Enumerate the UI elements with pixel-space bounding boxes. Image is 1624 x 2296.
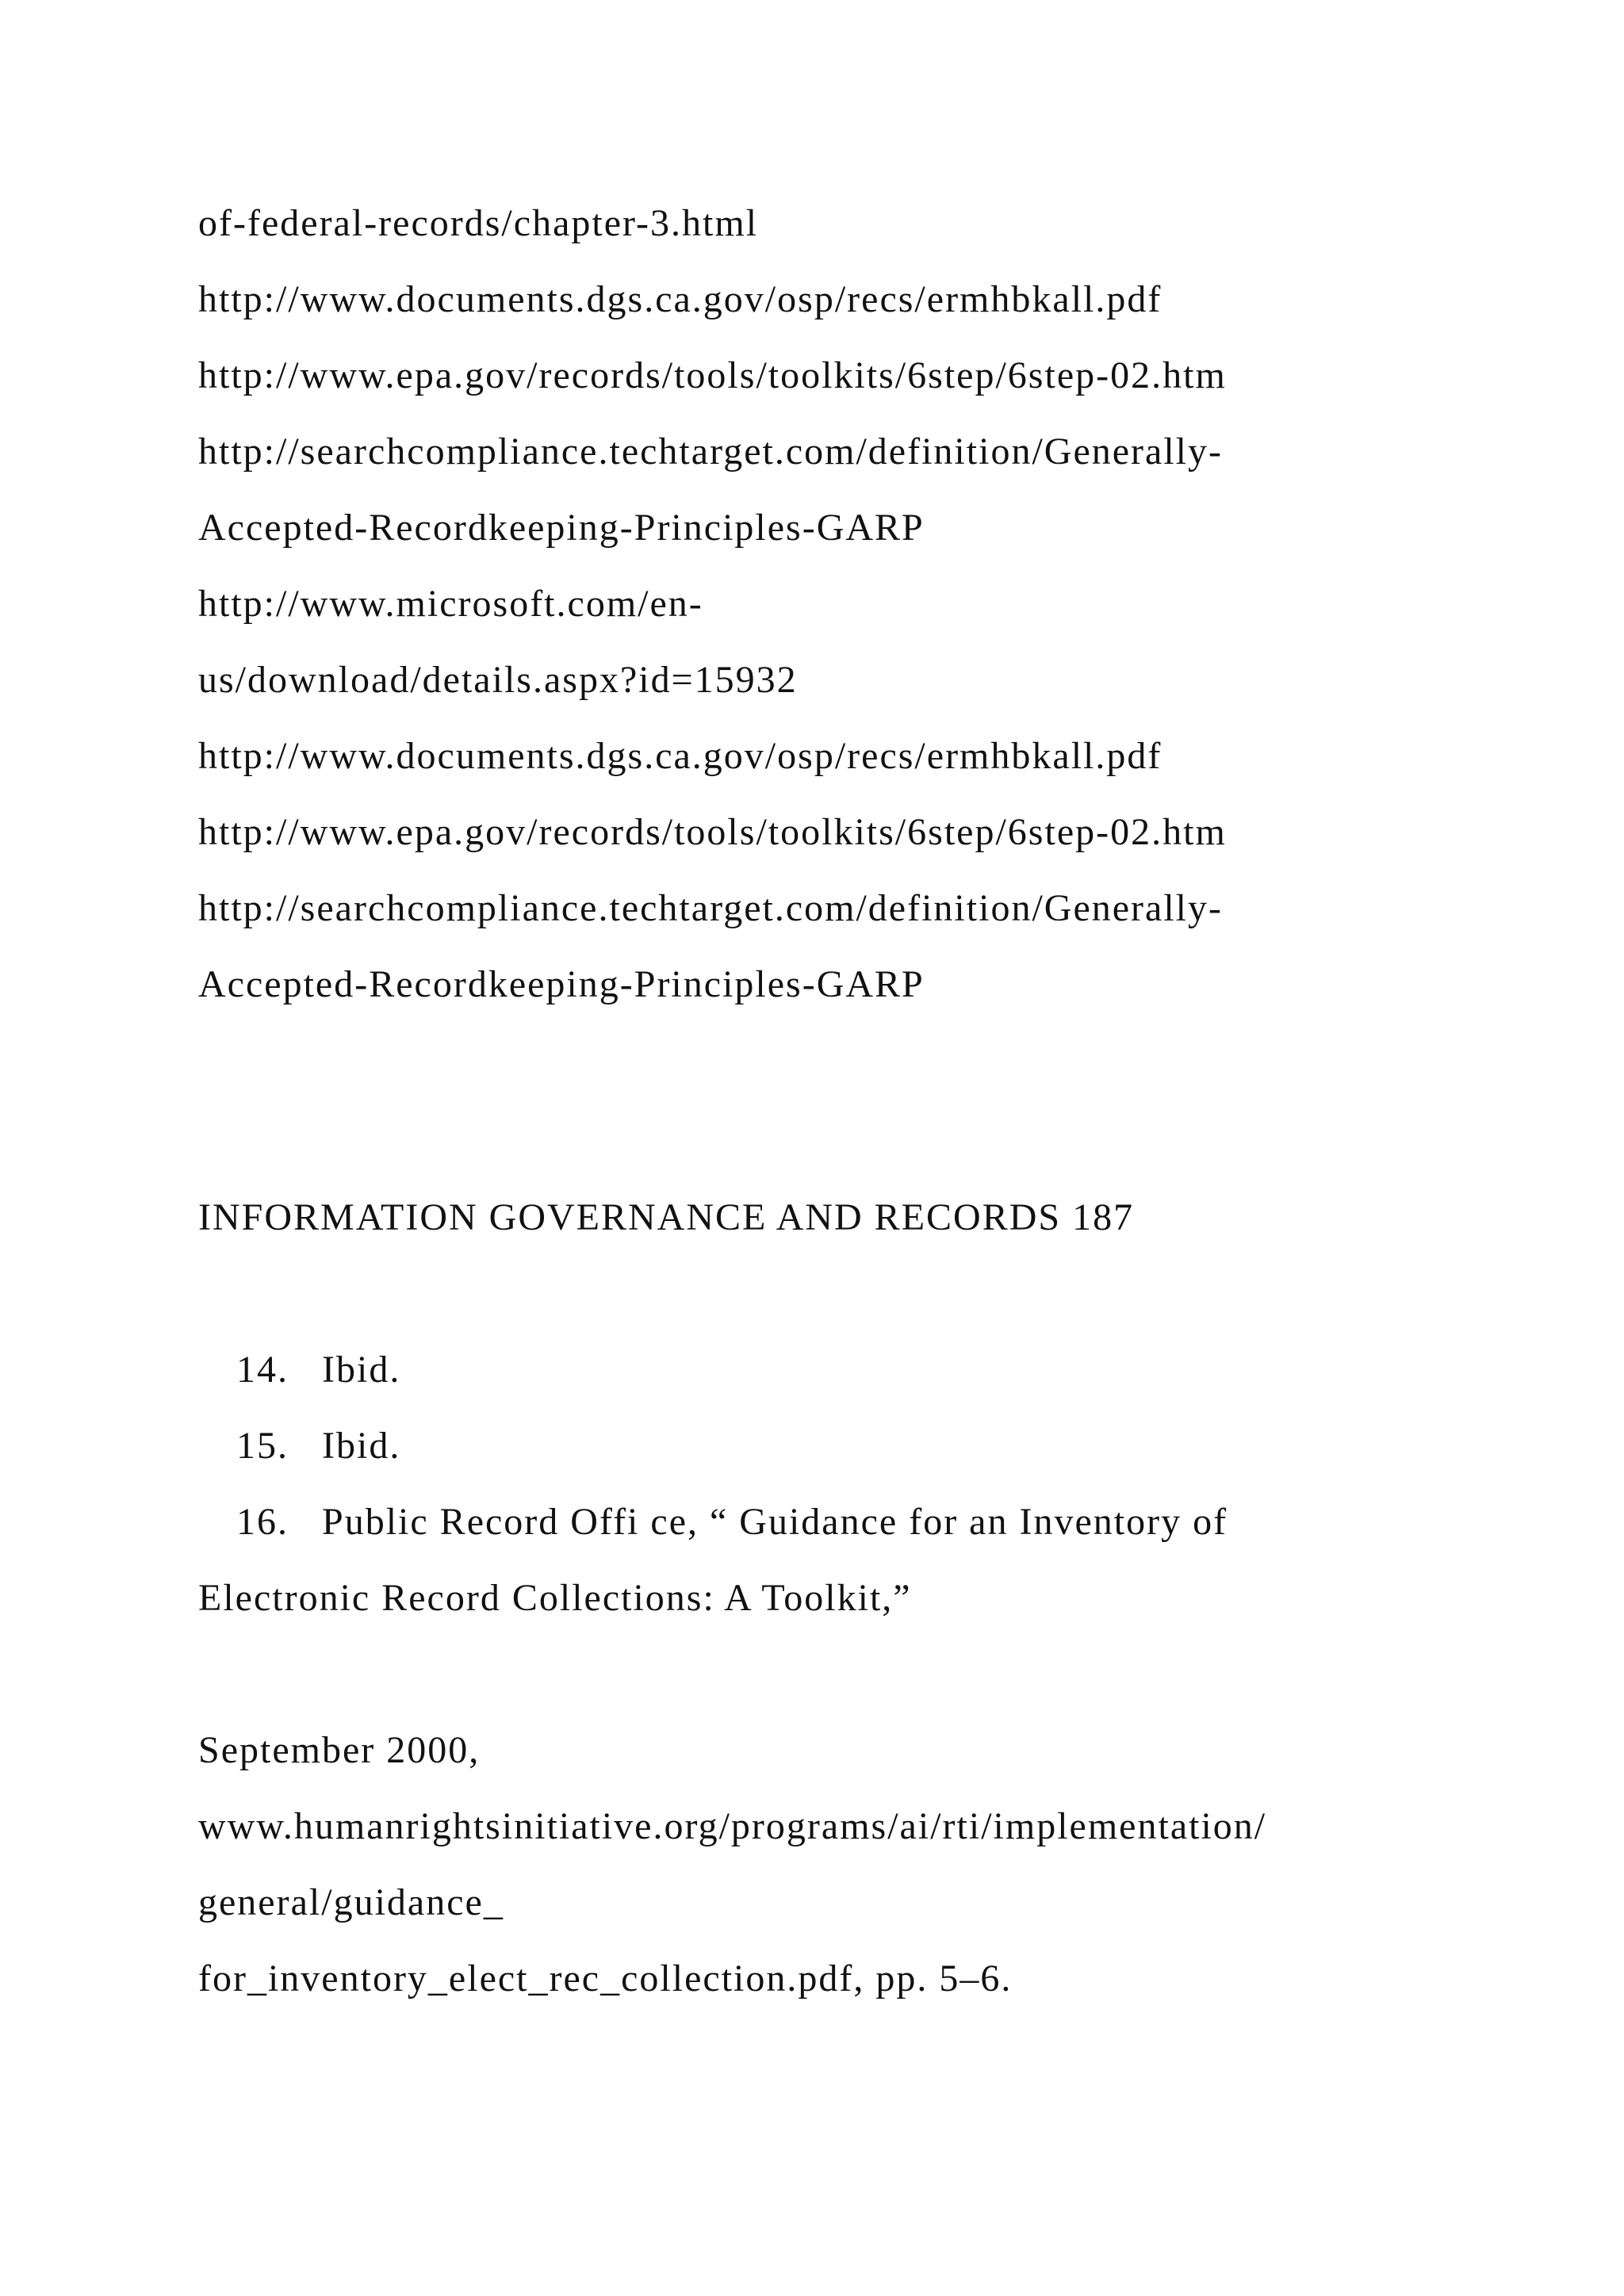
- endnote-number: 16.: [236, 1501, 289, 1543]
- url-line: us/download/details.aspx?id=15932: [198, 659, 798, 701]
- url-line: http://searchcompliance.techtarget.com/definition/Generally-: [198, 887, 1223, 929]
- endnote-number: 15.: [236, 1425, 289, 1467]
- endnote: [236, 1346, 400, 1394]
- endnote-continuation: Electronic Record Collections: A Toolkit,”: [198, 1577, 912, 1619]
- url-line: Accepted-Recordkeeping-Principles-GARP: [198, 507, 925, 549]
- endnote-text: Public Record Offi ce, “ Guidance for an Inventory of: [322, 1501, 1228, 1543]
- endnote-text: Ibid.: [322, 1425, 401, 1467]
- citation-line: www.humanrightsinitiative.org/programs/ai/rti/implementation/: [198, 1805, 1267, 1847]
- citation-line: for_inventory_elect_rec_collection.pdf, pp. 5–6.: [198, 1957, 1013, 1999]
- url-line: http://www.epa.gov/records/tools/toolkits/6step/6step-02.htm: [198, 811, 1227, 853]
- endnote: [236, 1498, 1228, 1546]
- url-line: Accepted-Recordkeeping-Principles-GARP: [198, 963, 925, 1005]
- url-line: http://www.documents.dgs.ca.gov/osp/recs/ermhbkall.pdf: [198, 735, 1162, 777]
- url-line: http://www.microsoft.com/en-: [198, 583, 703, 625]
- running-header: INFORMATION GOVERNANCE AND RECORDS 187: [198, 1196, 1135, 1238]
- endnote-text: Ibid.: [322, 1349, 401, 1391]
- url-line: http://www.epa.gov/records/tools/toolkits/6step/6step-02.htm: [198, 354, 1227, 396]
- url-line: http://www.documents.dgs.ca.gov/osp/recs/ermhbkall.pdf: [198, 278, 1162, 320]
- url-line: http://searchcompliance.techtarget.com/definition/Generally-: [198, 430, 1223, 473]
- endnote-number: 14.: [236, 1349, 289, 1391]
- endnote: [236, 1422, 400, 1470]
- citation-line: general/guidance_: [198, 1881, 504, 1923]
- citation-line: September 2000,: [198, 1729, 481, 1771]
- url-line: of-federal-records/chapter-3.html: [198, 202, 759, 244]
